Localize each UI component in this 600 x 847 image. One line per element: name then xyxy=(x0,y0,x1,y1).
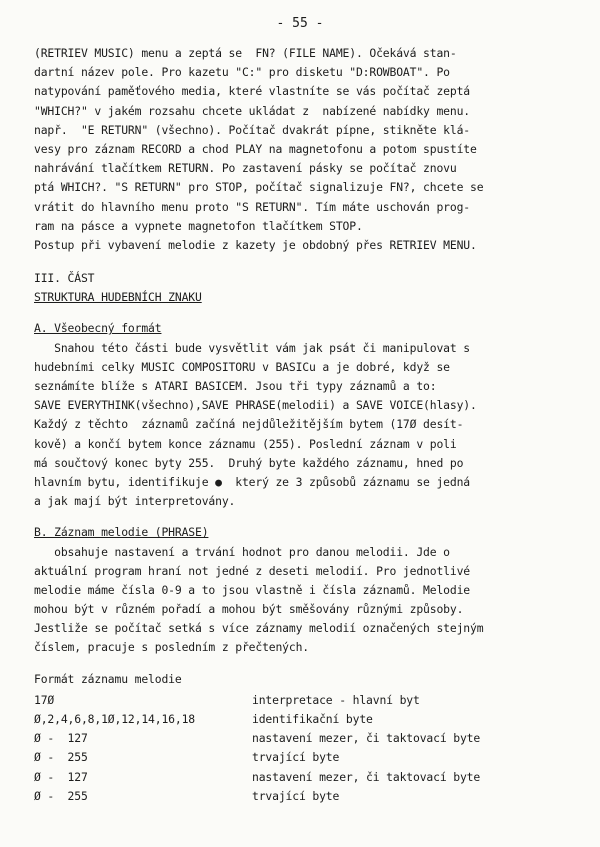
format-row xyxy=(34,787,582,806)
format-row xyxy=(34,729,582,748)
section-b-heading: B. Záznam melodie (PHRASE) xyxy=(34,525,209,540)
text-line: Snahou této části bude vysvětlit vám jak psát či manipulovat s xyxy=(34,340,471,355)
format-description: identifikační byte xyxy=(252,712,373,726)
format-row xyxy=(34,748,582,767)
text-line: Jestliže se počítač setká s více záznamy melodií označených stejným xyxy=(34,621,484,636)
text-line: hudebními celky MUSIC COMPOSITORU v BASICu a je dobré, když se xyxy=(34,359,450,374)
format-code: Ø - 127 xyxy=(34,769,88,784)
format-row xyxy=(34,710,582,729)
text-line: číslem, pracuje s posledním z přečtených. xyxy=(34,640,310,655)
format-code: Ø,2,4,6,8,1Ø,12,14,16,18 xyxy=(34,712,195,726)
text-line: Postup při vybavení melodie z kazety je obdobný přes RETRIEV MENU. xyxy=(34,237,477,252)
format-description: nastavení mezer, či taktovací byte xyxy=(252,769,481,784)
format-row xyxy=(34,768,582,787)
section-a-text xyxy=(34,339,582,512)
text-line: vrátit do hlavního menu proto "S RETURN". Tím máte uschován prog- xyxy=(34,199,471,214)
format-code: 17Ø xyxy=(34,692,55,707)
format-row xyxy=(34,691,582,710)
section-a-heading: A. Všeobecný formát xyxy=(34,321,162,336)
section-b-text xyxy=(34,543,582,658)
text-line: např. "E RETURN" (všechno). Počítač dvakrát pípne, stikněte klá- xyxy=(34,122,471,137)
text-line: (RETRIEV MUSIC) menu a zeptá se FN? (FILE NAME). Očekává stan- xyxy=(34,46,457,60)
text-line: ram na pásce a vypnete magnetofon tlačítkem STOP. xyxy=(34,218,363,233)
text-line: dartní název pole. Pro kazetu "C:" pro disketu "D:ROWBOAT". Po xyxy=(34,65,450,80)
text-line: Každý z těchto záznamů začíná nejdůležitějším bytem (17Ø desít- xyxy=(34,417,464,432)
format-code: Ø - 127 xyxy=(34,731,88,746)
format-title: Formát záznamu melodie xyxy=(34,671,182,686)
text-line: ptá WHICH?. "S RETURN" pro STOP, počítač signalizuje FN?, chcete se xyxy=(34,180,484,195)
format-description: nastavení mezer, či taktovací byte xyxy=(252,731,481,746)
text-line: "WHICH?" v jakém rozsahu chcete ukládat z nabízené nabídky menu. xyxy=(34,103,471,118)
document-body xyxy=(34,44,582,806)
text-line: seznámíte blíže s ATARI BASICEM. Jsou tři typy záznamů a to: xyxy=(34,379,437,393)
part-subtitle: STRUKTURA HUDEBNÍCH ZNAKU xyxy=(34,290,202,305)
format-description: interpretace - hlavní byt xyxy=(252,692,420,707)
text-line: hlavním bytu, identifikuje ● který ze 3 způsobů záznamu se jedná xyxy=(34,474,471,489)
format-description: trvající byte xyxy=(252,788,340,803)
text-line: obsahuje nastavení a trvání hodnot pro danou melodii. Jde o xyxy=(34,544,450,559)
text-line: má součtový konec byty 255. Druhý byte každého záznamu, hned po xyxy=(34,455,464,470)
text-line: a jak mají být interpretovány. xyxy=(34,494,236,509)
text-line: aktuální program hraní not jedné z deseti melodií. Pro jednotlivé xyxy=(34,563,471,578)
text-line: natypování paměťového media, které vlastníte se vás počítač zeptá xyxy=(34,84,471,99)
text-line: nahrávání tlačítkem RETURN. Po zastavení pásky se počítač znovu xyxy=(34,161,457,176)
format-table xyxy=(34,691,582,806)
text-line: SAVE EVERYTHINK(všechno),SAVE PHRASE(melodii) a SAVE VOICE(hlasy). xyxy=(34,398,477,413)
text-line: kově) a končí bytem konce záznamu (255). Poslední záznam v poli xyxy=(34,436,457,451)
format-code: Ø - 255 xyxy=(34,750,88,765)
text-line: melodie máme čísla 0-9 a to jsou vlastně i čísla záznamů. Melodie xyxy=(34,582,471,597)
format-code: Ø - 255 xyxy=(34,788,88,803)
text-line: vesy pro záznam RECORD a chod PLAY na magnetofonu a potom spustíte xyxy=(34,141,477,156)
part-title: III. ČÁST xyxy=(34,271,95,286)
format-description: trvající byte xyxy=(252,750,340,765)
text-line: mohou být v různém pořadí a mohou být směšovány různými způsoby. xyxy=(34,602,464,617)
page-number: - 55 - xyxy=(276,16,324,31)
paragraph-retriev-menu xyxy=(34,44,582,255)
